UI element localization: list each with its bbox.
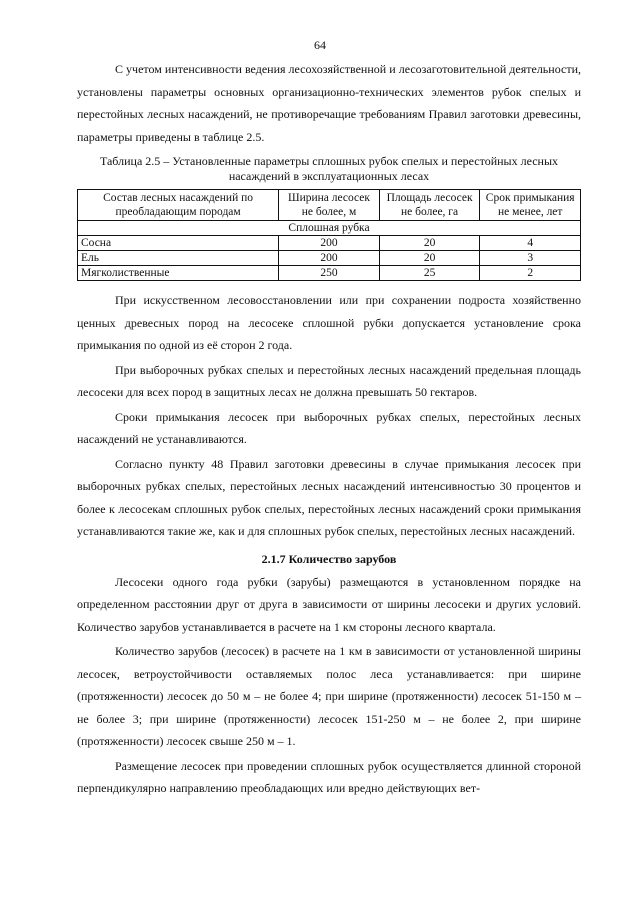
table-row <box>78 266 581 281</box>
table-cell: Мягколиственные <box>78 266 279 281</box>
table-cell: 2 <box>480 266 581 281</box>
body-paragraph: При выборочных рубках спелых и перестойных лесных насаждений предельная площадь лесосеки для всех пород в защитных лесах не должна превышать 50 гектаров. <box>77 362 581 399</box>
parameters-table <box>77 189 581 281</box>
table-header-row <box>78 190 581 221</box>
table-cell: 20 <box>379 236 480 251</box>
table-row <box>78 251 581 266</box>
table-cell: 20 <box>379 251 480 266</box>
table-cell: 25 <box>379 266 480 281</box>
table-section-label: Сплошная рубка <box>78 221 581 236</box>
column-header-width: Ширина лесосек не более, м <box>279 190 380 221</box>
intro-paragraph: С учетом интенсивности ведения лесохозяйственной и лесозаготовительной деятельности, установлены параметры основных организационно-технических элементов рубок спелых и перестойных лесных насаждений, не противоречащие требованиям Правил заготовки древесины, параметры приведены в таблице 2.5. <box>77 62 581 144</box>
table-caption: Таблица 2.5 – Установленные параметры сплошных рубок спелых и перестойных лесных насаждений в эксплуатационных лесах <box>99 154 559 183</box>
page-number: 64 <box>314 38 326 52</box>
column-header-term: Срок примыкания не менее, лет <box>480 190 581 221</box>
page-content <box>77 58 581 802</box>
table-cell: 200 <box>279 251 380 266</box>
table-cell: 4 <box>480 236 581 251</box>
body-paragraph: Согласно пункту 48 Правил заготовки древесины в случае примыкания лесосек при выборочных рубках спелых, перестойных лесных насаждений интенсивностью 30 процентов и более к лесосекам сплошных рубок спелых, перестойных лесных насаждений сроки примыкания устанавливаются такие же, как и для сплошных рубок спелых, перестойных лесных насаждений. <box>77 456 581 538</box>
table-cell: Ель <box>78 251 279 266</box>
table-cell: 250 <box>279 266 380 281</box>
column-header-composition: Состав лесных насаждений по преобладающим породам <box>78 190 279 221</box>
body-paragraph: При искусственном лесовосстановлении или при сохранении подроста хозяйственно ценных древесных пород на лесосеке сплошной рубки допускается установление срока примыкания по одной из её сторон 2 года. <box>77 293 581 352</box>
table-cell: Сосна <box>78 236 279 251</box>
section-heading: 2.1.7 Количество зарубов <box>261 551 397 566</box>
table-section-row <box>78 221 581 236</box>
column-header-area: Площадь лесосек не более, га <box>379 190 480 221</box>
table-cell: 3 <box>480 251 581 266</box>
body-paragraph: Размещение лесосек при проведении сплошных рубок осуществляется длинной стороной перпендикулярно направлению преобладающих или вредно действующих вет- <box>77 758 581 795</box>
table-cell: 200 <box>279 236 380 251</box>
body-paragraph: Лесосеки одного года рубки (зарубы) размещаются в установленном порядке на определенном расстоянии друг от друга в зависимости от ширины лесосеки и других условий. Количество зарубов устанавливается в расчете на 1 км стороны лесного квартала. <box>77 574 581 634</box>
body-paragraph: Сроки примыкания лесосек при выборочных рубках спелых, перестойных лесных насаждений не устанавливаются. <box>77 409 581 446</box>
table-row <box>78 236 581 251</box>
body-paragraph: Количество зарубов (лесосек) в расчете на 1 км в зависимости от установленной ширины лесосек, ветроустойчивости оставляемых полос леса устанавливается: при ширине (протяженности) лесосек до 50 м – не более 4; при ширине (протяженности) лесосек 51-150 м – не более 3; при ширине (протяженности) лесосек 151-250 м – не более 2, при ширине (протяженности) лесосек свыше 250 м – 1. <box>77 644 581 748</box>
